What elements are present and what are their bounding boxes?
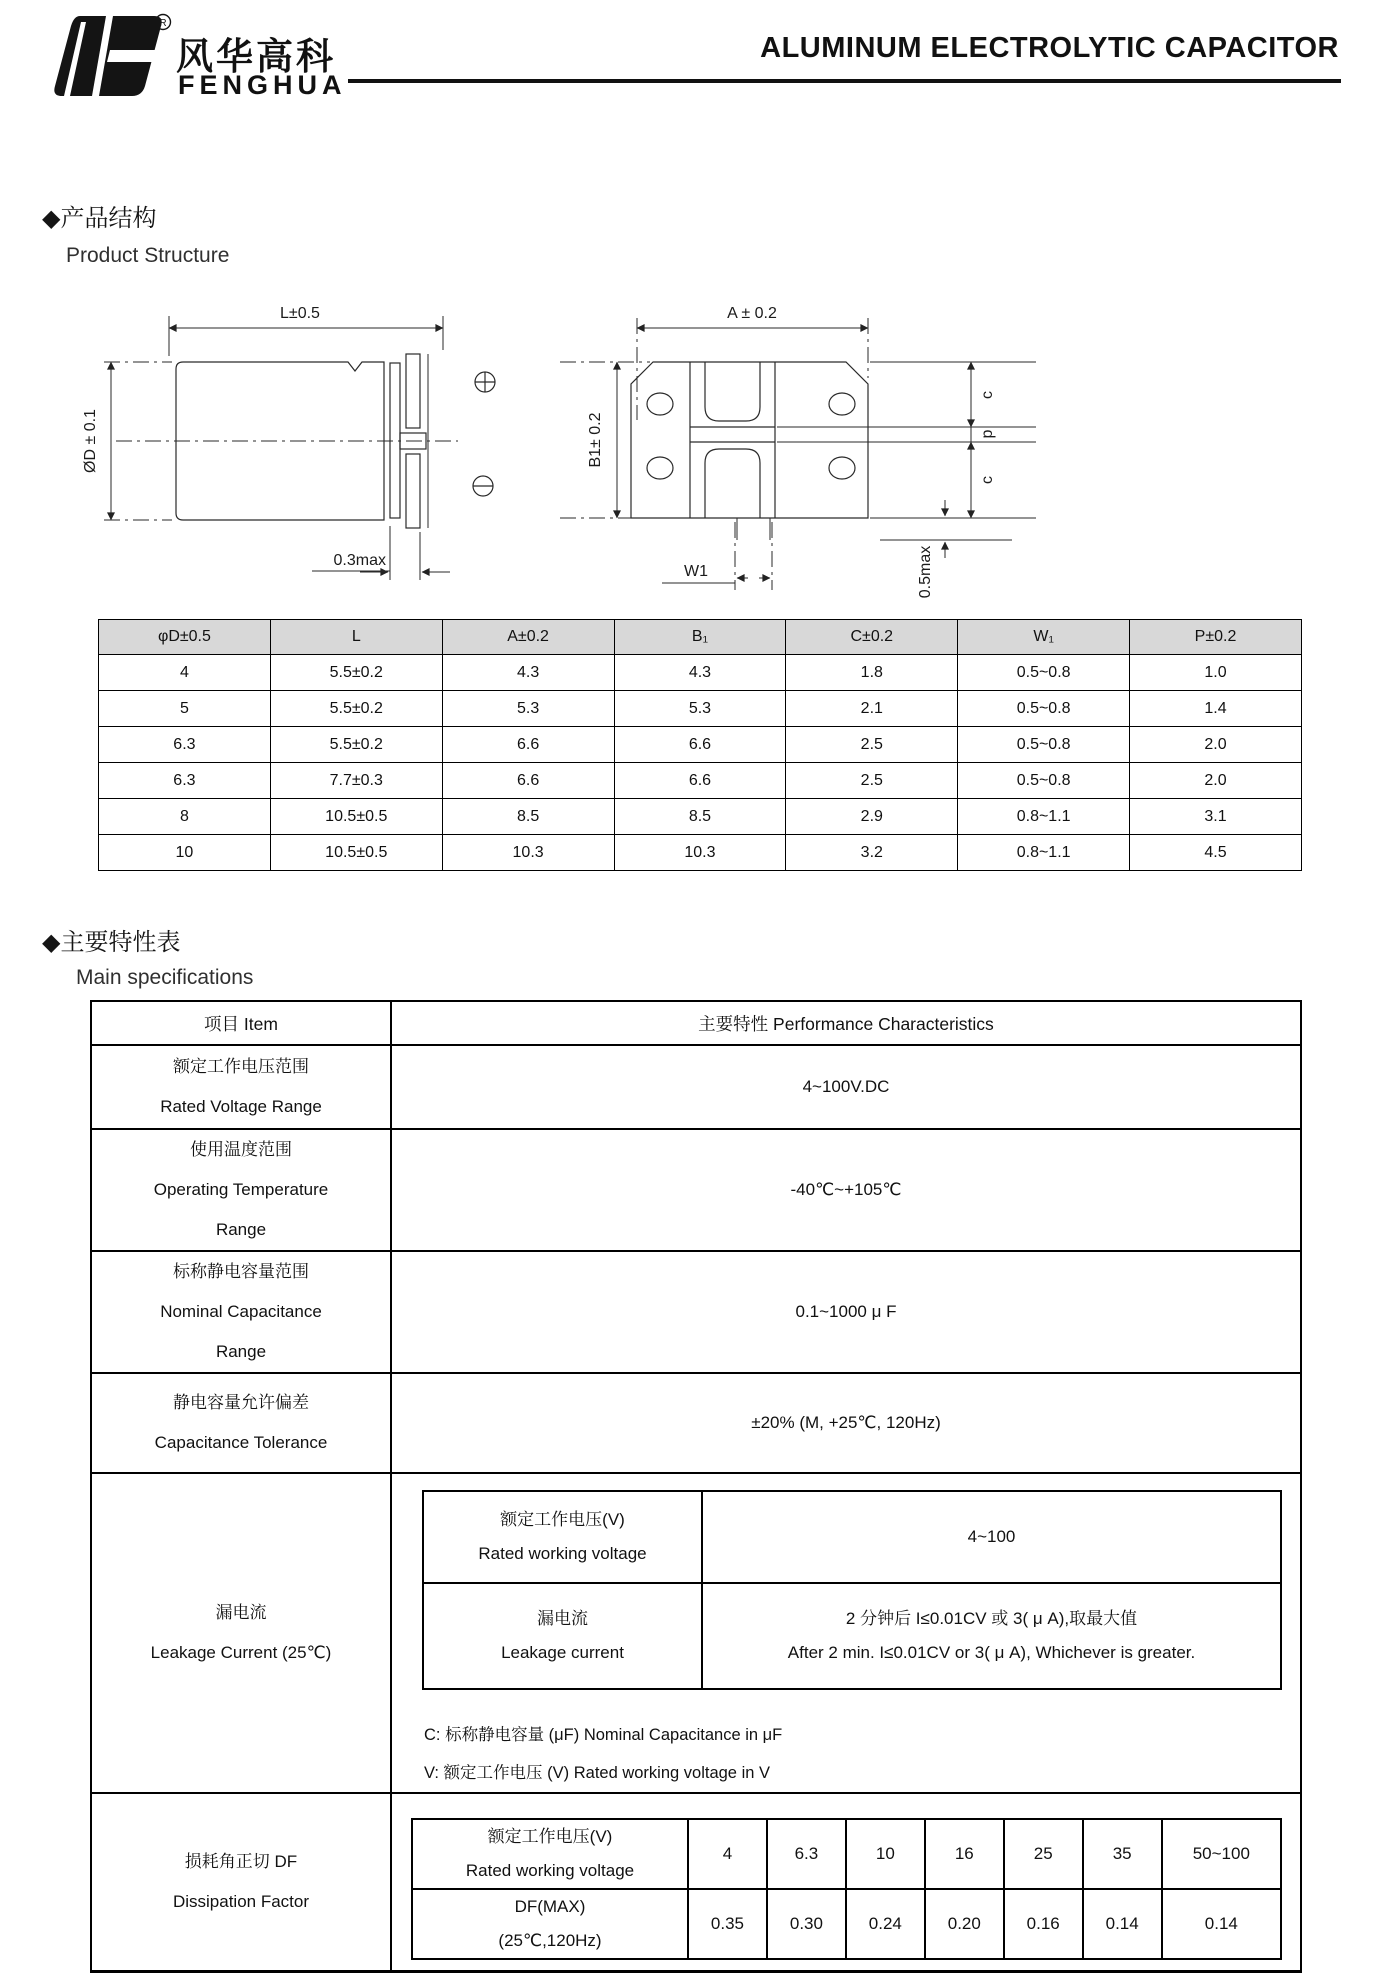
dim-cell: 8.5 (442, 799, 614, 835)
df-condition-label: (25℃,120Hz) (498, 1931, 602, 1950)
item-label-en: Operating Temperature (153, 1180, 329, 1199)
fenghua-logo (50, 12, 172, 98)
dim-col-header: B₁ (614, 620, 786, 655)
brand-name-cn: 风华高科 (176, 36, 336, 77)
dim-cell: 2.5 (786, 727, 958, 763)
item-label-en: Range (215, 1342, 267, 1361)
dim-cell: 2.9 (786, 799, 958, 835)
section-heading-product-structure-cn: ◆产品结构 (42, 205, 157, 232)
main-specs-table (90, 1000, 1302, 1973)
spec-value-cell: -40℃~+105℃ (391, 1129, 1301, 1251)
dim-label-c-bottom: c (979, 476, 996, 484)
title-underline (348, 79, 1341, 83)
df-nested-table (411, 1818, 1282, 1960)
spec-item-cell (91, 1129, 391, 1251)
df-value-cell: 0.24 (846, 1889, 925, 1959)
product-structure-drawing (60, 240, 1060, 615)
dim-cell: 5.5±0.2 (270, 655, 442, 691)
polarity-positive-icon (475, 372, 495, 392)
df-value-cell: 0.14 (1162, 1889, 1281, 1959)
dim-cell: 6.6 (442, 727, 614, 763)
df-value-cell: 0.35 (688, 1889, 767, 1959)
page-title: ALUMINUM ELECTROLYTIC CAPACITOR (760, 32, 1339, 64)
item-label-cn: 损耗角正切 DF (184, 1851, 298, 1871)
specs-header-row (91, 1001, 1301, 1045)
dim-cell: 10.5±0.5 (270, 799, 442, 835)
dim-col-header: L (270, 620, 442, 655)
item-label-cn: 标称静电容量范围 (173, 1262, 309, 1281)
table-row-leakage-current (91, 1473, 1301, 1793)
df-voltage-cell: 4 (688, 1819, 767, 1889)
nested-label-cn: 额定工作电压(V) (487, 1827, 613, 1846)
item-label-en: Capacitance Tolerance (154, 1433, 328, 1452)
spec-value-cell: 0.1~1000 μ F (391, 1251, 1301, 1373)
df-voltage-cell: 35 (1083, 1819, 1162, 1889)
df-detail-cell (391, 1793, 1301, 1971)
table-row (99, 799, 1302, 835)
dim-cell: 2.0 (1130, 727, 1302, 763)
section-heading-main-specs-cn: ◆主要特性表 (42, 929, 181, 956)
dim-cell: 2.1 (786, 691, 958, 727)
brand-name-en: FENGHUA (178, 70, 347, 100)
leakage-notes (424, 1716, 1300, 1792)
dim-label-length: L±0.5 (280, 305, 320, 322)
nested-label-en: Rated working voltage (465, 1861, 635, 1880)
dim-cell: 4.3 (442, 655, 614, 691)
nested-label-en: Leakage current (501, 1643, 624, 1662)
dim-cell: 4.5 (1130, 835, 1302, 871)
table-row (423, 1491, 1281, 1583)
df-value-row (412, 1889, 1281, 1959)
item-label-cn: 使用温度范围 (190, 1140, 292, 1159)
item-label-en: Range (215, 1220, 267, 1239)
dim-cell: 5.5±0.2 (270, 727, 442, 763)
dim-cell: 6.6 (614, 727, 786, 763)
dim-cell: 1.4 (1130, 691, 1302, 727)
spec-item-cell (91, 1373, 391, 1473)
dim-cell: 4 (99, 655, 271, 691)
dim-cell: 6.3 (99, 727, 271, 763)
dim-label-width-a: A ± 0.2 (727, 305, 777, 322)
df-voltage-cell: 6.3 (767, 1819, 846, 1889)
df-value-cell: 0.30 (767, 1889, 846, 1959)
table-row (99, 691, 1302, 727)
dim-cell: 5 (99, 691, 271, 727)
item-label-en: Nominal Capacitance (160, 1302, 322, 1321)
item-label-en: Rated Voltage Range (160, 1097, 322, 1116)
dim-cell: 7.7±0.3 (270, 763, 442, 799)
dim-cell: 5.3 (442, 691, 614, 727)
dim-cell: 10.3 (442, 835, 614, 871)
df-voltage-row (412, 1819, 1281, 1889)
dim-cell: 1.0 (1130, 655, 1302, 691)
dim-cell: 2.0 (1130, 763, 1302, 799)
dim-col-header: A±0.2 (442, 620, 614, 655)
dim-col-header: W₁ (958, 620, 1130, 655)
dim-cell: 5.5±0.2 (270, 691, 442, 727)
nested-label-cell (412, 1889, 688, 1959)
df-value-cell: 0.14 (1083, 1889, 1162, 1959)
table-row (99, 727, 1302, 763)
spec-item-cell (91, 1473, 391, 1793)
registered-mark: R (159, 18, 167, 29)
dim-label-c-top: c (979, 391, 996, 399)
table-row-capacitance-tolerance (91, 1373, 1301, 1473)
dim-label-w1: W1 (684, 563, 708, 580)
spec-item-cell (91, 1793, 391, 1971)
item-label-en: Leakage Current (25℃) (150, 1643, 332, 1662)
polarity-negative-icon (473, 476, 493, 496)
table-row-dissipation-factor (91, 1793, 1301, 1971)
dim-cell: 8 (99, 799, 271, 835)
dim-label-p: p (979, 429, 996, 439)
leakage-limit-cn: 2 分钟后 I≤0.01CV 或 3( μ A),取最大值 (845, 1609, 1138, 1628)
table-row (99, 763, 1302, 799)
leakage-detail-cell (391, 1473, 1301, 1793)
section-heading-product-structure-en: Product Structure (66, 244, 230, 267)
dim-cell: 10 (99, 835, 271, 871)
dim-cell: 2.5 (786, 763, 958, 799)
table-row-rated-voltage (91, 1045, 1301, 1129)
dim-cell: 8.5 (614, 799, 786, 835)
nested-value-cell (702, 1583, 1281, 1689)
side-view-drawing (82, 305, 458, 580)
nested-label-cn: 额定工作电压(V) (500, 1510, 625, 1529)
dim-label-base-max: 0.3max (333, 552, 386, 569)
dim-cell: 4.3 (614, 655, 786, 691)
dim-cell: 0.5~0.8 (958, 727, 1130, 763)
dim-cell: 0.5~0.8 (958, 763, 1130, 799)
dim-label-diameter: ØD ± 0.1 (82, 409, 99, 473)
item-label-cn: 漏电流 (215, 1603, 267, 1622)
dim-cell: 5.3 (614, 691, 786, 727)
leakage-nested-table (422, 1490, 1282, 1690)
nested-label-cell (423, 1583, 702, 1689)
dim-cell: 0.8~1.1 (958, 799, 1130, 835)
item-label-en: Dissipation Factor (172, 1891, 310, 1911)
dim-cell: 0.5~0.8 (958, 691, 1130, 727)
section-heading-main-specs-en: Main specifications (76, 966, 254, 989)
table-row (99, 835, 1302, 871)
nested-label-cell (412, 1819, 688, 1889)
df-voltage-cell: 10 (846, 1819, 925, 1889)
specs-perf-header: 主要特性 Performance Characteristics (391, 1001, 1301, 1045)
dim-label-width-b1: B1± 0.2 (587, 412, 604, 468)
spec-value-cell: ±20% (M, +25℃, 120Hz) (391, 1373, 1301, 1473)
dim-col-header: C±0.2 (786, 620, 958, 655)
nested-label-cell (423, 1491, 702, 1583)
dim-col-header: P±0.2 (1130, 620, 1302, 655)
dim-cell: 6.6 (614, 763, 786, 799)
table-row-operating-temperature (91, 1129, 1301, 1251)
dim-cell: 3.2 (786, 835, 958, 871)
dim-cell: 3.1 (1130, 799, 1302, 835)
spec-item-cell (91, 1045, 391, 1129)
item-label-cn: 静电容量允许偏差 (173, 1393, 309, 1412)
dim-cell: 1.8 (786, 655, 958, 691)
nested-label-cn: 漏电流 (537, 1609, 588, 1628)
leakage-limit-en: After 2 min. I≤0.01CV or 3( μ A), Whichever is greater. (787, 1643, 1196, 1662)
dim-cell: 6.6 (442, 763, 614, 799)
note-c: C: 标称静电容量 (μF) Nominal Capacitance in μF (424, 1726, 783, 1744)
df-voltage-cell: 25 (1004, 1819, 1083, 1889)
dim-cell: 10.5±0.5 (270, 835, 442, 871)
dim-cell: 0.5~0.8 (958, 655, 1130, 691)
specs-item-header: 项目 Item (91, 1001, 391, 1045)
dimension-table (98, 619, 1302, 871)
item-label-cn: 额定工作电压范围 (173, 1057, 309, 1076)
bottom-view-drawing (560, 305, 1036, 598)
table-row (423, 1583, 1281, 1689)
table-row (99, 655, 1302, 691)
dim-cell: 6.3 (99, 763, 271, 799)
df-value-cell: 0.20 (925, 1889, 1004, 1959)
nested-value-cell: 4~100 (702, 1491, 1281, 1583)
df-max-label: DF(MAX) (514, 1897, 586, 1916)
spec-item-cell (91, 1251, 391, 1373)
dim-label-standoff: 0.5max (917, 545, 934, 599)
df-voltage-cell: 16 (925, 1819, 1004, 1889)
spec-value-cell: 4~100V.DC (391, 1045, 1301, 1129)
df-voltage-cell: 50~100 (1162, 1819, 1281, 1889)
df-value-cell: 0.16 (1004, 1889, 1083, 1959)
dimension-table-header-row (99, 620, 1302, 655)
dim-cell: 10.3 (614, 835, 786, 871)
nested-label-en: Rated working voltage (478, 1544, 647, 1563)
table-row-nominal-capacitance (91, 1251, 1301, 1373)
note-v: V: 额定工作电压 (V) Rated working voltage in V (424, 1764, 771, 1782)
dim-col-header: φD±0.5 (99, 620, 271, 655)
dim-cell: 0.8~1.1 (958, 835, 1130, 871)
